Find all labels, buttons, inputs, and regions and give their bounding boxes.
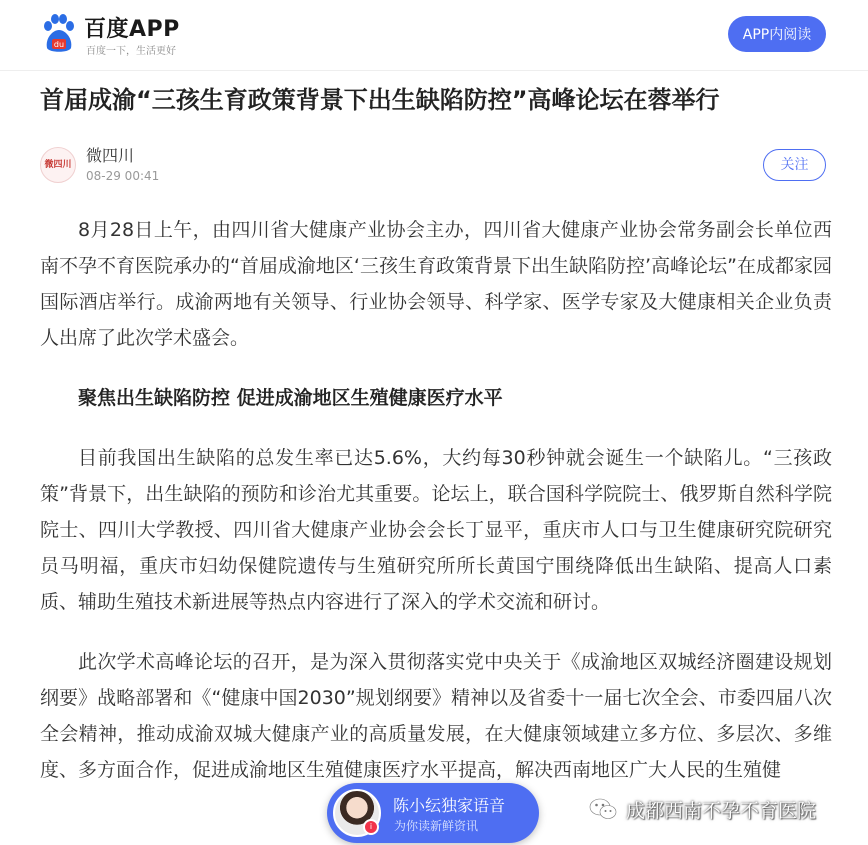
- logo-title: 百度APP: [84, 17, 180, 42]
- audio-subtitle: 为你读新鲜资讯: [394, 819, 479, 833]
- article-body: [40, 212, 832, 812]
- logo-slogan: 百度一下，生活更好: [86, 46, 176, 57]
- baidu-paw-logo-icon[interactable]: [40, 14, 76, 54]
- svg-text:du: du: [53, 40, 65, 49]
- app-read-button[interactable]: APP内阅读: [728, 16, 826, 52]
- top-bar: [0, 0, 868, 71]
- audio-title: 陈小纭独家语音: [393, 796, 506, 815]
- publish-time: 08-29 00:41: [86, 169, 160, 183]
- live-badge: i: [363, 819, 379, 835]
- article-paragraph: 目前我国出生缺陷的总发生率已达5.6%，大约每30秒钟就会诞生一个缺陷儿。“三孩政策”背景下，出生缺陷的预防和诊治尤其重要。论坛上，联合国科学院院士、俄罗斯自然科学院院士、四川大学教授、四川省大健康产业协会会长丁显平，重庆市人口与卫生健康研究院研究员马明福，重庆市妇幼保健院遗传与生殖研究所所长黄国宁围绕降低出生缺陷、提高人口素质、辅助生殖技术新进展等热点内容进行了深入的学术交流和研讨。: [40, 447, 832, 613]
- article-title: 首届成渝“三孩生育政策背景下出生缺陷防控”高峰论坛在蓉举行: [40, 86, 720, 114]
- audio-reader-player[interactable]: [327, 783, 539, 843]
- article-paragraph: 此次学术高峰论坛的召开，是为深入贯彻落实党中央关于《成渝地区双城经济圈建设规划纲要》战略部署和《“健康中国2030”规划纲要》精神以及省委十一届七次全会、市委四届八次全会精神，推动成渝双城大健康产业的高质量发展，在大健康领域建立多方位、多层次、多维度、多方面合作，促进成渝地区生殖健康医疗水平提高，解决西南地区广大人民的生殖健: [40, 651, 832, 781]
- watermark: [588, 794, 858, 824]
- author-avatar[interactable]: 微四川: [40, 147, 76, 183]
- follow-button[interactable]: 关注: [763, 149, 826, 181]
- wechat-icon: [588, 796, 618, 822]
- watermark-text: 成都西南不孕不育医院: [626, 800, 817, 822]
- article-paragraph: 8月28日上午，由四川省大健康产业协会主办，四川省大健康产业协会常务副会长单位西南不孕不育医院承办的“首届成渝地区‘三孩生育政策背景下出生缺陷防控’高峰论坛”在成都家园国际酒店举行。成渝两地有关领导、行业协会领导、科学家、医学专家及大健康相关企业负责人出席了此次学术盛会。: [40, 219, 832, 349]
- author-name[interactable]: 微四川: [86, 146, 135, 165]
- article-subheading: 聚焦出生缺陷防控 促进成渝地区生殖健康医疗水平: [78, 387, 503, 409]
